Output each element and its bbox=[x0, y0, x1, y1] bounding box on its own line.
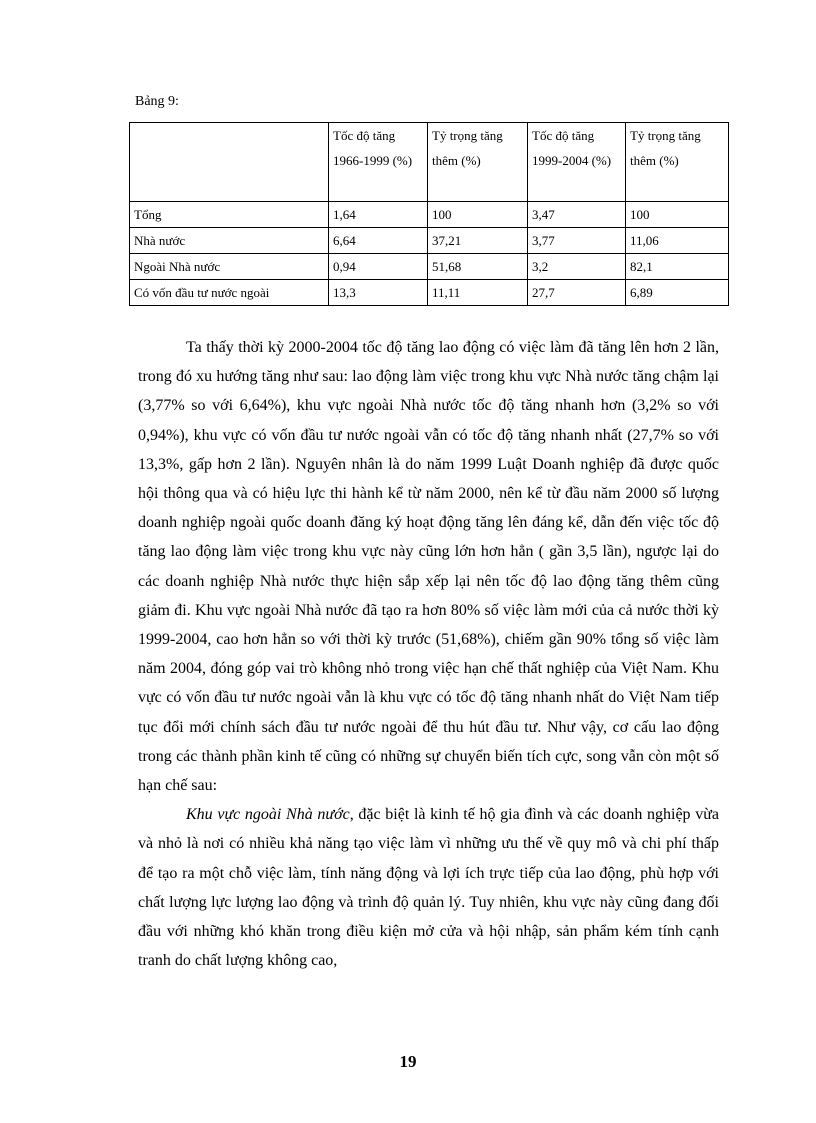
table-header-cell: Tỷ trọng tăng thêm (%) bbox=[626, 123, 729, 202]
table-header-row bbox=[130, 123, 729, 202]
table-row bbox=[130, 228, 729, 254]
table-cell: Ngoài Nhà nước bbox=[130, 254, 329, 280]
table-cell: 82,1 bbox=[626, 254, 729, 280]
table-cell: 100 bbox=[428, 202, 528, 228]
table-row bbox=[130, 280, 729, 306]
table-row bbox=[130, 254, 729, 280]
table-cell: 1,64 bbox=[329, 202, 428, 228]
table-header-cell: Tỷ trọng tăng thêm (%) bbox=[428, 123, 528, 202]
table-cell: 37,21 bbox=[428, 228, 528, 254]
table-cell: 11,06 bbox=[626, 228, 729, 254]
paragraph-text: , đặc biệt là kinh tế hộ gia đình và các doanh nghiệp vừa và nhỏ là nơi có nhiều khả năng tạo việc làm vì những ưu thế về quy mô và chi phí thấp để tạo ra một chỗ việc làm, tính năng động và lợi ích trực tiếp của lao động, phù hợp với chất lượng lực lượng lao động và trình độ quản lý. Tuy nhiên, khu vực này cũng đang đối đầu với những khó khăn trong điều kiện mở cửa và hội nhập, sản phẩm kém tính cạnh tranh do chất lượng không cao, bbox=[138, 806, 719, 970]
paragraph bbox=[138, 800, 719, 975]
table-cell: 6,89 bbox=[626, 280, 729, 306]
table-cell: 3,47 bbox=[528, 202, 626, 228]
body-text bbox=[138, 333, 719, 975]
table-header-cell bbox=[130, 123, 329, 202]
table-cell: 27,7 bbox=[528, 280, 626, 306]
table-cell: 11,11 bbox=[428, 280, 528, 306]
table-cell: 13,3 bbox=[329, 280, 428, 306]
table-caption: Bảng 9: bbox=[135, 94, 179, 109]
table-cell: Có vốn đầu tư nước ngoài bbox=[130, 280, 329, 306]
table-cell: 3,2 bbox=[528, 254, 626, 280]
table-header-cell: Tốc độ tăng 1999-2004 (%) bbox=[528, 123, 626, 202]
table-cell: 51,68 bbox=[428, 254, 528, 280]
table-cell: 6,64 bbox=[329, 228, 428, 254]
paragraph: Ta thấy thời kỳ 2000-2004 tốc độ tăng lao động có việc làm đã tăng lên hơn 2 lần, trong đó xu hướng tăng như sau: lao động làm việc trong khu vực Nhà nước tăng chậm lại (3,77% so với 6,64%), khu vực ngoài Nhà nước tốc độ tăng nhanh hơn (3,2% so với 0,94%), khu vực có vốn đầu tư nước ngoài vẫn có tốc độ tăng nhanh nhất (27,7% so với 13,3%, gấp hơn 2 lần). Nguyên nhân là do năm 1999 Luật Doanh nghiệp đã được quốc hội thông qua và có hiệu lực thi hành kể từ năm 2000, nên kể từ đầu năm 2000 số lượng doanh nghiệp ngoài quốc doanh đăng ký hoạt động tăng lên đáng kể, dẫn đến việc tốc độ tăng lao động làm việc trong khu vực này cũng lớn hơn hẳn ( gần 3,5 lần), ngược lại do các doanh nghiệp Nhà nước thực hiện sắp xếp lại nên tốc độ lao động tăng thêm cũng giảm đi. Khu vực ngoài Nhà nước đã tạo ra hơn 80% số việc làm mới của cả nước thời kỳ 1999-2004, cao hơn hẳn so với thời kỳ trước (51,68%), chiếm gần 90% tổng số việc làm năm 2004, đóng góp vai trò không nhỏ trong việc hạn chế thất nghiệp của Việt Nam. Khu vực có vốn đầu tư nước ngoài vẫn là khu vực có tốc độ tăng nhanh nhất do Việt Nam tiếp tục đổi mới chính sách đầu tư nước ngoài để thu hút đầu tư. Như vậy, cơ cấu lao động trong các thành phần kinh tế cũng có những sự chuyển biến tích cực, song vẫn còn một số hạn chế sau: bbox=[138, 339, 719, 795]
table-cell: 3,77 bbox=[528, 228, 626, 254]
table-row bbox=[130, 202, 729, 228]
table-header-cell: Tốc độ tăng 1966-1999 (%) bbox=[329, 123, 428, 202]
employment-growth-table bbox=[129, 122, 729, 306]
table-cell: 0,94 bbox=[329, 254, 428, 280]
table-cell: Tổng bbox=[130, 202, 329, 228]
paragraph-lead-italic: Khu vực ngoài Nhà nước bbox=[186, 806, 350, 824]
table-cell: Nhà nước bbox=[130, 228, 329, 254]
page-number: 19 bbox=[399, 1052, 417, 1071]
table-cell: 100 bbox=[626, 202, 729, 228]
